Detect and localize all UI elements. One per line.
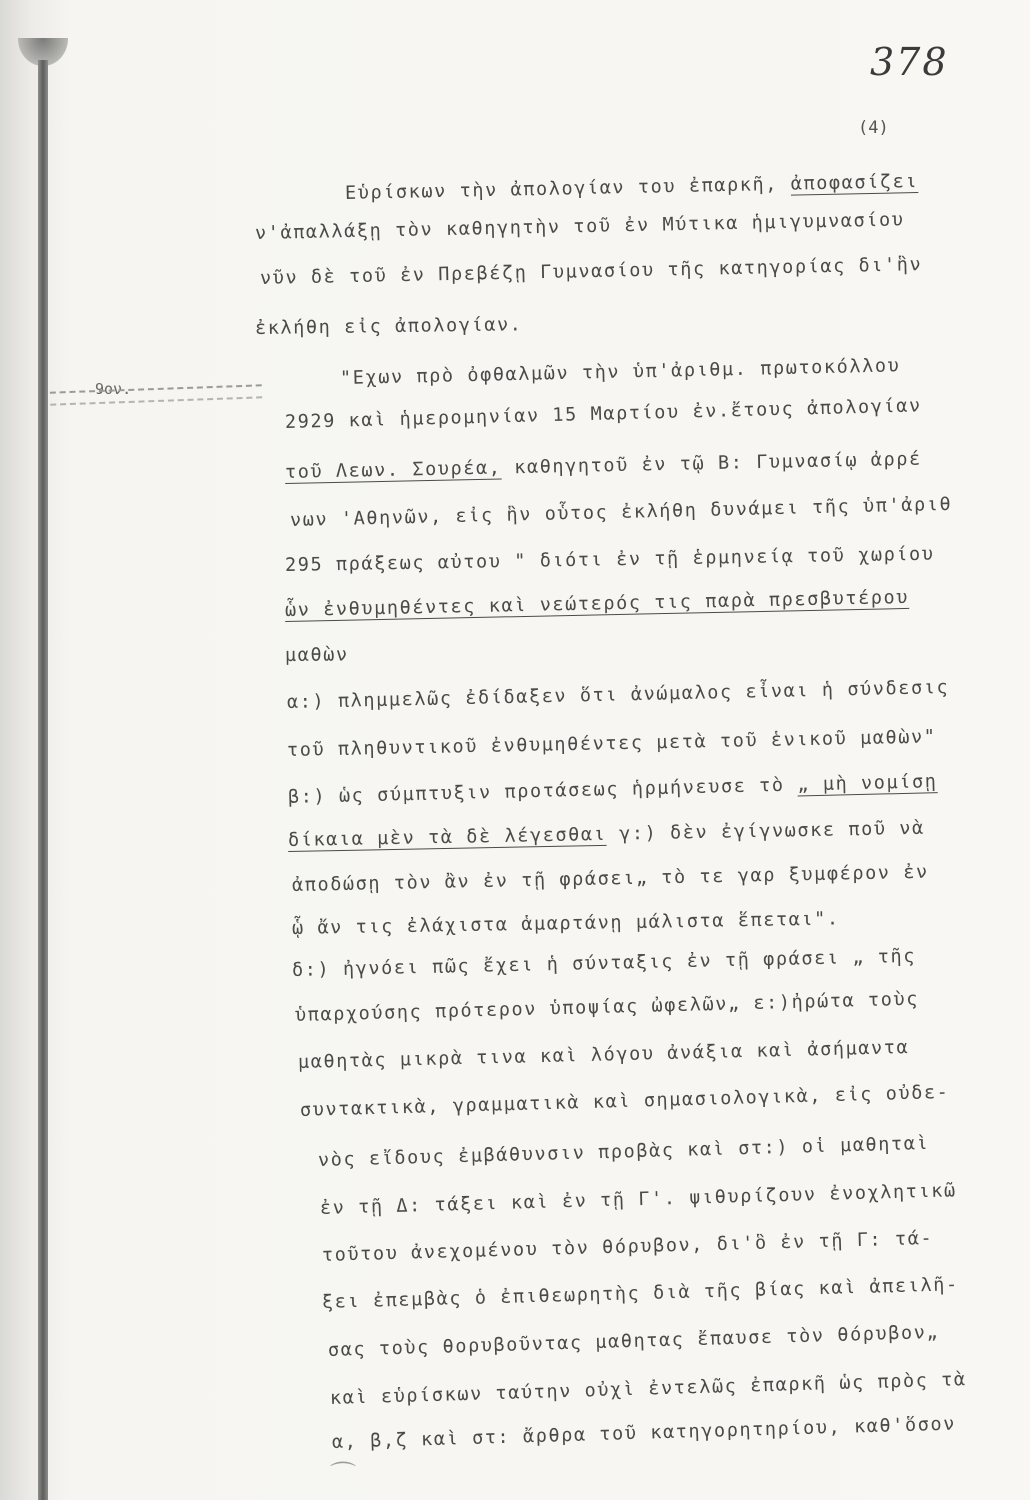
text-segment: β:) ὡς σύμπτυξιν προτάσεως ἡρμήνευσε τὸ (287, 774, 798, 808)
text-line (255, 209, 905, 244)
text-line (345, 171, 919, 204)
binding-bar (38, 60, 48, 1500)
text-line (330, 1369, 967, 1409)
underlined-text: „ μὴ νομίσῃ (797, 771, 938, 796)
text-line (322, 1228, 934, 1266)
text-segment: ν'ἀπαλλάξῃ τὸν καθηγητὴν τοῦ ἐν Μύτικα ἡμιγυμνασίου (254, 209, 905, 244)
text-line (285, 644, 349, 666)
text-segment: "Εχων πρὸ ὀφθαλμῶν τὴν ὑπ'ἀριθμ. πρωτοκόλλου (339, 355, 901, 389)
text-segment: νων 'Αθηνῶν, εἰς ἣν οὗτος ἐκλήθη δυνάμει τῆς ὑπ'ἀριθ (289, 493, 953, 531)
text-line (295, 989, 920, 1026)
text-line (322, 1274, 959, 1313)
text-segment: νῦν δὲ τοῦ ἐν Πρεβέζῃ Γυμνασίου τῆς κατηγορίας δι'ἣν (259, 254, 923, 289)
text-line (288, 771, 938, 808)
text-line (332, 1413, 957, 1453)
text-segment: ὑπαρχούσης πρότερον ὑποψίας ὠφελῶν„ ε:)ἠρώτα τοὺς (294, 988, 920, 1026)
underlined-text: ἀποφασίζει (790, 170, 919, 195)
text-segment: ᾧ ἄν τις ἐλάχιστα ἁμαρτάνῃ μάλιστα ἕπεται". (291, 908, 840, 939)
text-line (320, 1180, 957, 1219)
text-line (287, 677, 950, 713)
text-line (292, 908, 840, 939)
bottom-pencil-mark: ⌒ (330, 1461, 357, 1491)
text-segment: τοῦτου ἀνεχομένου τὸν θόρυβον, δι'ὃ ἐν τῇ Γ: τά- (321, 1227, 934, 1266)
text-line (292, 862, 929, 896)
text-line (292, 946, 916, 981)
text-segment: καὶ εὑρίσκων ταύτην οὐχὶ ἐντελῶς ἐπαρκῆ ὡς πρὸς τὰ (329, 1369, 967, 1409)
underlined-text: ὧν ἐνθυμηθέντες καὶ νεώτερός τις παρὰ πρεσβυτέρου (284, 586, 910, 621)
text-line (298, 1037, 910, 1073)
text-line (285, 587, 909, 621)
text-line (318, 1133, 930, 1171)
text-line (340, 355, 901, 389)
text-segment: συντακτικὰ, γραμματικὰ καὶ σημασιολογικὰ, εἰς οὐδε- (299, 1081, 950, 1121)
margin-dashed-rule (50, 384, 262, 405)
text-segment: ἐν τῇ Δ: τάξει καὶ ἐν τῇ Γ'. ψιθυρίζουν ἐνοχλητικῶ (319, 1180, 957, 1219)
text-line (287, 726, 937, 761)
text-segment: Εὑρίσκων τὴν ἀπολογίαν του ἐπαρκῆ, (344, 173, 791, 204)
text-line (288, 818, 925, 851)
text-segment: δ:) ἠγνόει πῶς ἔχει ἡ σύνταξις ἐν τῇ φράσει „ τῆς (291, 945, 917, 981)
text-segment: 295 πράξεως αὐτου " διότι ἐν τῇ ἑρμηνείᾳ τοῦ χωρίου (284, 543, 935, 576)
underlined-text: τοῦ Λεων. Σουρέα, (284, 457, 502, 483)
text-segment: νὸς εἴδους ἐμβάθυνσιν προβὰς καὶ στ:) οἱ μαθηταὶ (317, 1132, 930, 1171)
text-segment: γ:) δὲν ἐγίγνωσκε ποῦ νὰ (606, 817, 925, 845)
text-line (285, 544, 935, 576)
underlined-text: δίκαια μὲν τὰ δὲ λέγεσθαι (287, 823, 607, 851)
text-line (300, 1082, 950, 1121)
text-line (290, 494, 953, 531)
text-segment: ξει ἐπεμβὰς ὁ ἐπιθεωρητὴς διὰ τῆς βίας καὶ ἀπειλῆ- (321, 1274, 959, 1313)
text-line (328, 1322, 940, 1361)
handwritten-page-number: 378 (870, 40, 949, 84)
text-segment: μαθητὰς μικρὰ τινα καὶ λόγου ἀνάξια καὶ ἀσήμαντα (297, 1037, 910, 1073)
text-line (285, 449, 922, 483)
margin-note: 9ον. (95, 380, 132, 398)
text-line (255, 314, 523, 339)
text-segment: α:) πλημμελῶς ἐδίδαξεν ὅτι ἀνώμαλος εἶναι ἡ σύνδεσις (286, 676, 950, 713)
text-line (285, 395, 922, 433)
text-segment: σας τοὺς θορυβοῦντας μαθητας ἔπαυσε τὸν θόρυβον„ (327, 1321, 940, 1361)
page-index: (4) (858, 118, 889, 138)
text-segment: α, β,ζ καὶ στ: ἄρθρα τοῦ κατηγορητηρίου, καθ'ὅσον (331, 1413, 957, 1453)
text-segment: ἀποδώσῃ τὸν ἂν ἐν τῇ φράσει„ τὸ τε γαρ ξυμφέρον ἐν (291, 861, 929, 896)
text-segment: μαθὼν (284, 644, 349, 666)
text-segment: 2929 καὶ ἡμερομηνίαν 15 Μαρτίου ἐν.ἔτους ἀπολογίαν (284, 395, 922, 433)
text-line (260, 254, 923, 289)
text-segment: ἐκλήθη εἰς ἀπολογίαν. (254, 314, 523, 339)
text-segment: τοῦ πληθυντικοῦ ἐνθυμηθέντες μετὰ τοῦ ἑνικοῦ μαθὼν" (286, 726, 937, 761)
text-segment: καθηγητοῦ ἐν τῷ Β: Γυμνασίῳ ἀρρέ (501, 448, 922, 479)
